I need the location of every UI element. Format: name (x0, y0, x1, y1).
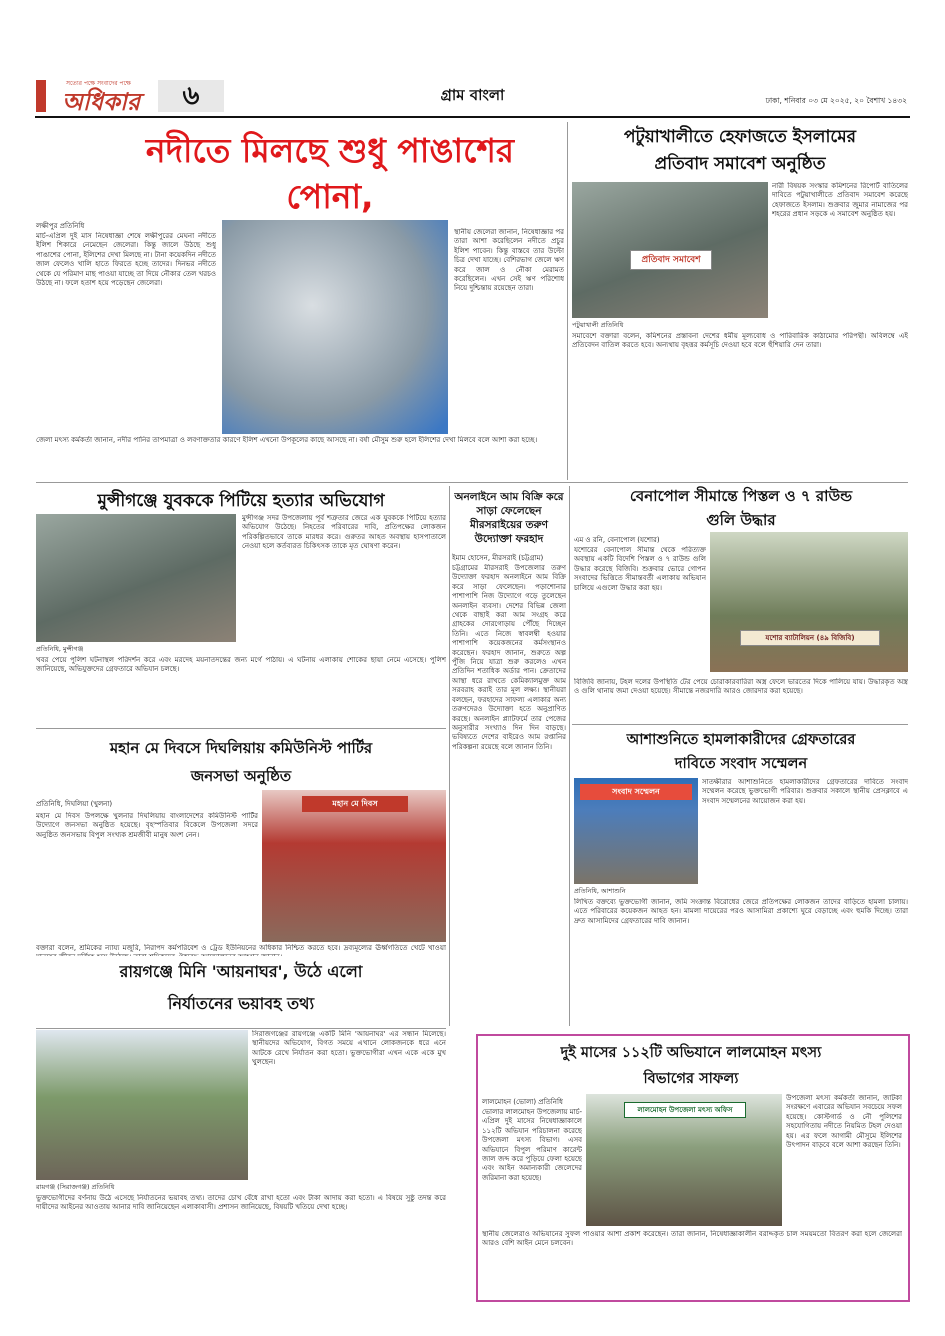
raiganj-body-col2: সিরাজগঞ্জের রায়গঞ্জে একটি মিনি 'আয়নাঘর' এর সন্ধান মিলেছে। স্থানীয়দের অভিযোগ, বিগত সময়ে এখানে লোকজনকে ধরে এনে আটকে রেখে নির্যাতন করা হতো। ভুক্তভোগীরা এখন একে একে মুখ খুলছেন। (252, 1030, 446, 1067)
column-divider (449, 486, 450, 1026)
press-conference-photo (574, 778, 698, 884)
fisheries-banner: লালমোহন উপজেলা মৎস্য অফিস (624, 1102, 746, 1118)
lalmohan-headline (482, 1040, 900, 1092)
logo-tagline: সত্যের পক্ষে সংবাদের পক্ষে (66, 80, 131, 87)
benapole-headline-line1: বেনাপোল সীমান্তে পিস্তল ও ৭ রাউন্ড (629, 487, 853, 505)
ashashuni-headline (574, 728, 908, 776)
row-divider (572, 724, 908, 725)
fisheries-officials-photo (586, 1094, 782, 1226)
nodi-body-col3: স্থানীয় জেলেরা জানান, নিষেধাজ্ঞার পর তারা আশা করেছিলেন নদীতে প্রচুর ইলিশ পাবেন। কিন্তু বাস্তবে তার উল্টো চিত্র দেখা যাচ্ছে। বেশিরভাগ জেলে ঋণ করে জাল ও নৌকা মেরামত করেছিলেন। এখন সেই ঋণ পরিশোধ নিয়ে দুশ্চিন্তায় রয়েছেন তারা। (454, 228, 564, 293)
page-number: ৬ (158, 80, 224, 112)
ashashuni-body-col2: সাতক্ষীরার আশাশুনিতে হামলাকারীদের গ্রেফতারের দাবিতে সংবাদ সম্মেলন করেছে ভুক্তভোগী পরিবার। শুক্রবার সকালে স্থানীয় প্রেসক্লাবে এ সংবাদ সম্মেলনের আয়োজন করা হয়। (702, 778, 908, 805)
ashashuni-body-bottom: লিখিত বক্তব্যে ভুক্তভোগী জানান, জমি সংক্রান্ত বিরোধের জেরে প্রতিপক্ষের লোকজন তাদের বাড়িতে হামলা চালায়। এতে পরিবারের কয়েকজন আহত হন। মামলা দায়েরের পরও আসামিরা প্রকাশ্যে ঘুরে বেড়াচ্ছে এবং হুমকি দিচ্ছে। তারা দ্রুত আসামিদের গ্রেফতারের দাবি জানান। (574, 898, 908, 925)
mayday-body-col1: মহান মে দিবস উপলক্ষে খুলনার দিঘলিয়ায় বাংলাদেশের কমিউনিস্ট পার্টির উদ্যোগে জনসভা অনুষ্ঠিত হয়েছে। বৃহস্পতিবার বিকেলে উপজেলা সদরে অনুষ্ঠিত জনসভায় বিপুল সংখ্যক শ্রমজীবী মানুষ অংশ নেন। (36, 812, 258, 839)
munshiganj-body-col2: মুন্সীগঞ্জ সদর উপজেলায় পূর্ব শত্রুতার জেরে এক যুবককে পিটিয়ে হত্যার অভিযোগ উঠেছে। নিহতের পরিবারের দাবি, প্রতিপক্ষের লোকজন পরিকল্পিতভাবে তাকে মারধর করে। গুরুতর আহত অবস্থায় হাসপাতালে নেওয়া হলে কর্তব্যরত চিকিৎসক তাকে মৃত ঘোষণা করেন। (242, 514, 446, 551)
mayday-byline: প্রতিনিধি, দিঘলিয়া (খুলনা) (36, 800, 113, 808)
patuakhali-headline (572, 124, 908, 178)
raiganj-body-bottom: ভুক্তভোগীদের বর্ণনায় উঠে এসেছে নির্যাতনের ভয়াবহ তথ্য। তাদের চোখ বেঁধে রাখা হতো এবং টাকা আদায় করা হতো। এ বিষয়ে সুষ্ঠু তদন্ত করে দায়ীদের আইনের আওতায় আনার দাবি জানিয়েছেন এলাকাবাসী। প্রশাসন জানিয়েছে, বিষয়টি খতিয়ে দেখা হচ্ছে। (36, 1194, 446, 1212)
section-title: গ্রাম বাংলা (440, 86, 505, 104)
ashashuni-headline-line2: দাবিতে সংবাদ সম্মেলন (674, 756, 808, 772)
patuakhali-body-col2: নারী বিষয়ক সংস্কার কমিশনের রিপোর্ট বাতিলের দাবিতে পটুয়াখালীতে প্রতিবাদ সমাবেশ করেছে হেফাজতে ইসলাম। শুক্রবার জুমার নামাজের পর শহরের প্রধান সড়কে এ সমাবেশ অনুষ্ঠিত হয়। (772, 182, 908, 219)
lalmohan-body-bottom: স্থানীয় জেলেরাও অভিযানের সুফল পাওয়ার আশা প্রকাশ করেছেন। তারা জানান, নিষেধাজ্ঞাকালীন বরাদ্দকৃত চাল সময়মতো বিতরণ করা হলে জেলেরা আরও বেশি আইন মেনে চলবেন। (482, 1230, 902, 1248)
row-divider (36, 728, 446, 729)
benapole-headline (574, 484, 908, 532)
fish-crate-photo (222, 220, 448, 434)
lalmohan-byline: লালমোহন (ভোলা) প্রতিনিধি (482, 1098, 563, 1106)
benapole-body-bottom: বিজিবি জানায়, টহল দলের উপস্থিতি টের পেয়ে চোরাকারবারিরা অস্ত্র ফেলে ভারতের দিকে পালিয়ে যায়। উদ্ধারকৃত অস্ত্র ও গুলি থানায় জমা দেওয়া হয়েছে। সীমান্তে নজরদারি আরও জোরদার করা হয়েছে। (574, 678, 908, 696)
ashashuni-headline-line1: আশাশুনিতে হামলাকারীদের গ্রেফতারের (626, 732, 856, 748)
mayday-headline-line2: জনসভা অনুষ্ঠিত (190, 767, 292, 785)
raiganj-headline-line1: রায়গঞ্জে মিনি 'আয়নাঘর', উঠে এলো (119, 962, 363, 981)
online-headline: অনলাইনে আম বিক্রি করে সাড়া ফেলেছেন মীরসরাইয়ের তরুণ উদ্যোক্তা ফরহাদ (454, 491, 564, 545)
raiganj-building-photo (36, 1030, 248, 1180)
mayday-headline (36, 734, 446, 790)
benapole-headline-line2: গুলি উদ্ধার (706, 511, 776, 529)
munshiganj-headline: মুন্সীগঞ্জে যুবককে পিটিয়ে হত্যার অভিযোগ (97, 491, 385, 511)
nodi-byline: লক্ষীপুর প্রতিনিধি (36, 222, 85, 230)
benapole-body-col1: যশোরের বেনাপোল সীমান্ত থেকে পরিত্যক্ত অবস্থায় একটি বিদেশি পিস্তল ও ৭ রাউন্ড গুলি উদ্ধার করেছে বিজিবি। শুক্রবার ভোরে গোপন সংবাদের ভিত্তিতে সীমান্তবর্তী এলাকায় অভিযান চালিয়ে এগুলো উদ্ধার করা হয়। (574, 546, 706, 592)
column-divider (567, 122, 568, 480)
patuakhali-headline-line2: প্রতিবাদ সমাবেশ অনুষ্ঠিত (654, 154, 826, 174)
patuakhali-caption: পটুয়াখালী প্রতিনিধি (572, 321, 624, 329)
logo-text: অধিকার (62, 87, 141, 116)
ashashuni-caption: প্রতিনিধি, আশাশুনি (574, 887, 626, 895)
lalmohan-headline-line1: দুই মাসের ১১২টি অভিযানে লালমোহন মৎস্য (560, 1045, 822, 1061)
rally-banner: প্রতিবাদ সমাবেশ (630, 250, 712, 270)
raiganj-caption: রায়গঞ্জ (সিরাজগঞ্জ) প্রতিনিধি (36, 1183, 115, 1191)
mayday-banner: মহান মে দিবস (302, 796, 408, 812)
munshiganj-caption: প্রতিনিধি, মুন্সীগঞ্জ (36, 645, 84, 653)
nodi-body-bottom: জেলা মৎস্য কর্মকর্তা জানান, নদীর পানির তাপমাত্রা ও লবণাক্ততার কারণে ইলিশ এখনো উপকূলের কাছে আসছে না। বর্ষা মৌসুম শুরু হলে ইলিশের দেখা মিলবে বলে আশা করা হচ্ছে। (36, 436, 538, 444)
raiganj-headline-line2: নির্যাতনের ভয়াবহ তথ্য (167, 994, 315, 1013)
patuakhali-body-bottom: সমাবেশে বক্তারা বলেন, কমিশনের প্রস্তাবনা দেশের ধর্মীয় মূল্যবোধ ও পারিবারিক কাঠামোর পরিপন্থী। অবিলম্বে এই প্রতিবেদন বাতিল করতে হবে। অন্যথায় বৃহত্তর কর্মসূচি দেওয়া হবে বলে হুঁশিয়ারি দেন তারা। (572, 332, 908, 350)
patuakhali-headline-line1: পটুয়াখালীতে হেফাজতে ইসলামের (623, 127, 857, 147)
mayday-headline-line1: মহান মে দিবসে দিঘলিয়ায় কমিউনিস্ট পার্টির (109, 739, 373, 757)
nodi-headline-line1: নদীতে মিলছে শুধু পাঙাশের পোনা, (145, 131, 515, 216)
raiganj-headline (36, 956, 446, 1020)
row-divider (36, 1028, 446, 1029)
protest-rally-photo (572, 182, 768, 318)
row-divider (36, 482, 908, 483)
dateline: ঢাকা, শনিবার ০৩ মে ২০২৫, ২০ বৈশাখ ১৪৩২ (765, 96, 907, 105)
lalmohan-body-col1: ভোলার লালমোহন উপজেলায় মার্চ-এপ্রিল দুই মাসের নিষেধাজ্ঞাকালে ১১২টি অভিযান পরিচালনা করেছে উপজেলা মৎস্য বিভাগ। এসব অভিযানে বিপুল পরিমাণ কারেন্ট জাল জব্দ করে পুড়িয়ে ফেলা হয়েছে এবং আইন অমান্যকারী জেলেদের জরিমানা করা হয়েছে। (482, 1108, 582, 1182)
may-day-rally-photo (262, 790, 446, 942)
bgb-seized-weapons-photo (710, 532, 908, 672)
nodi-body-col1: মার্চ-এপ্রিল দুই মাস নিষেধাজ্ঞা শেষে লক্ষীপুরের মেঘনা নদীতে ইলিশ শিকারে নেমেছেন জেলেরা। কিন্তু জালে উঠছে শুধু পাঙাশের পোনা, ইলিশের দেখা মিলছে না। টানা কয়েকদিন নদীতে জাল ফেলেও খালি হাতে ফিরতে হচ্ছে তাদের। দিনভর নদীতে থেকে যে পরিমাণ মাছ পাওয়া যাচ্ছে তা দিয়ে নৌকার তেল খরচও উঠছে না। ফলে হতাশ হয়ে পড়েছেন জেলেরা। (36, 232, 216, 288)
press-banner: সংবাদ সম্মেলন (580, 784, 692, 800)
munshiganj-body-bottom: খবর পেয়ে পুলিশ ঘটনাস্থল পরিদর্শন করে এবং মরদেহ ময়নাতদন্তের জন্য মর্গে পাঠায়। এ ঘটনায় এলাকায় শোকের ছায়া নেমে এসেছে। পুলিশ জানিয়েছে, অভিযুক্তদের গ্রেফতারে অভিযান চলছে। (36, 656, 446, 674)
bgb-banner: যশোর ব্যাটালিয়ন (৪৯ বিজিবি) (740, 630, 880, 646)
munshiganj-photo (36, 514, 236, 642)
lalmohan-headline-line2: বিভাগের সাফল্য (643, 1071, 739, 1087)
online-byline: ইমাম হোসেন, মীরসরাই (চট্টগ্রাম) (452, 554, 544, 562)
column-divider (569, 486, 570, 1026)
mayday-body-bottom: বক্তারা বলেন, শ্রমিকের ন্যায্য মজুরি, নিরাপদ কর্মপরিবেশ ও ট্রেড ইউনিয়নের অধিকার নিশ্চিত করতে হবে। দ্রব্যমূল্যের ঊর্ধ্বগতিতে খেটে খাওয়া (36, 944, 446, 952)
lalmohan-body-col3: উপজেলা মৎস্য কর্মকর্তা জানান, জাটকা সংরক্ষণে এবারের অভিযান সবচেয়ে সফল হয়েছে। কোস্টগার্ড ও নৌ পুলিশের সহযোগিতায় নদীতে নিয়মিত টহল দেওয়া হয়। এর ফলে আগামী মৌসুমে ইলিশের উৎপাদন বাড়বে বলে আশা করছেন তিনি। (786, 1094, 902, 1150)
online-body: চট্টগ্রামের মীরসরাই উপজেলার তরুণ উদ্যোক্তা ফরহাদ অনলাইনে আম বিক্রি করে সাড়া ফেলেছেন। পড়াশোনার পাশাপাশি নিজ উদ্যোগে গড়ে তুলেছেন অনলাইন ব্যবসা। দেশের বিভিন্ন জেলা থেকে বাছাই করা আম সংগ্রহ করে গ্রাহকের দোরগোড়ায় পৌঁছে দিচ্ছেন তিনি। এতে নিজে স্বাবলম্বী হওয়ার পাশাপাশি কয়েকজনের কর্মসংস্থানও করেছেন। ফরহাদ জানান, শুরুতে অল্প পুঁজি নিয়ে যাত্রা শুরু করলেও এখন প্রতিদিন শতাধিক অর্ডার পান। ক্রেতাদের আস্থা ধরে রাখতে কেমিক্যালমুক্ত আম সরবরাহ করাই তার মূল লক্ষ্য। স্থানীয়রা বলছেন, ফরহাদের সাফল্য এলাকার অন্য তরুণদেরও উদ্যোক্তা হতে অনুপ্রাণিত করছে। অনলাইন প্ল্যাটফর্মে তার পেজের অনুসারীর সংখ্যাও দিন দিন বাড়ছে। ভবিষ্যতে দেশের বাইরেও আম রপ্তানির পরিকল্পনা রয়েছে বলে জানান তিনি। (452, 564, 566, 751)
benapole-byline: এম ও রনি, বেনাপোল (যশোর) (574, 536, 660, 544)
